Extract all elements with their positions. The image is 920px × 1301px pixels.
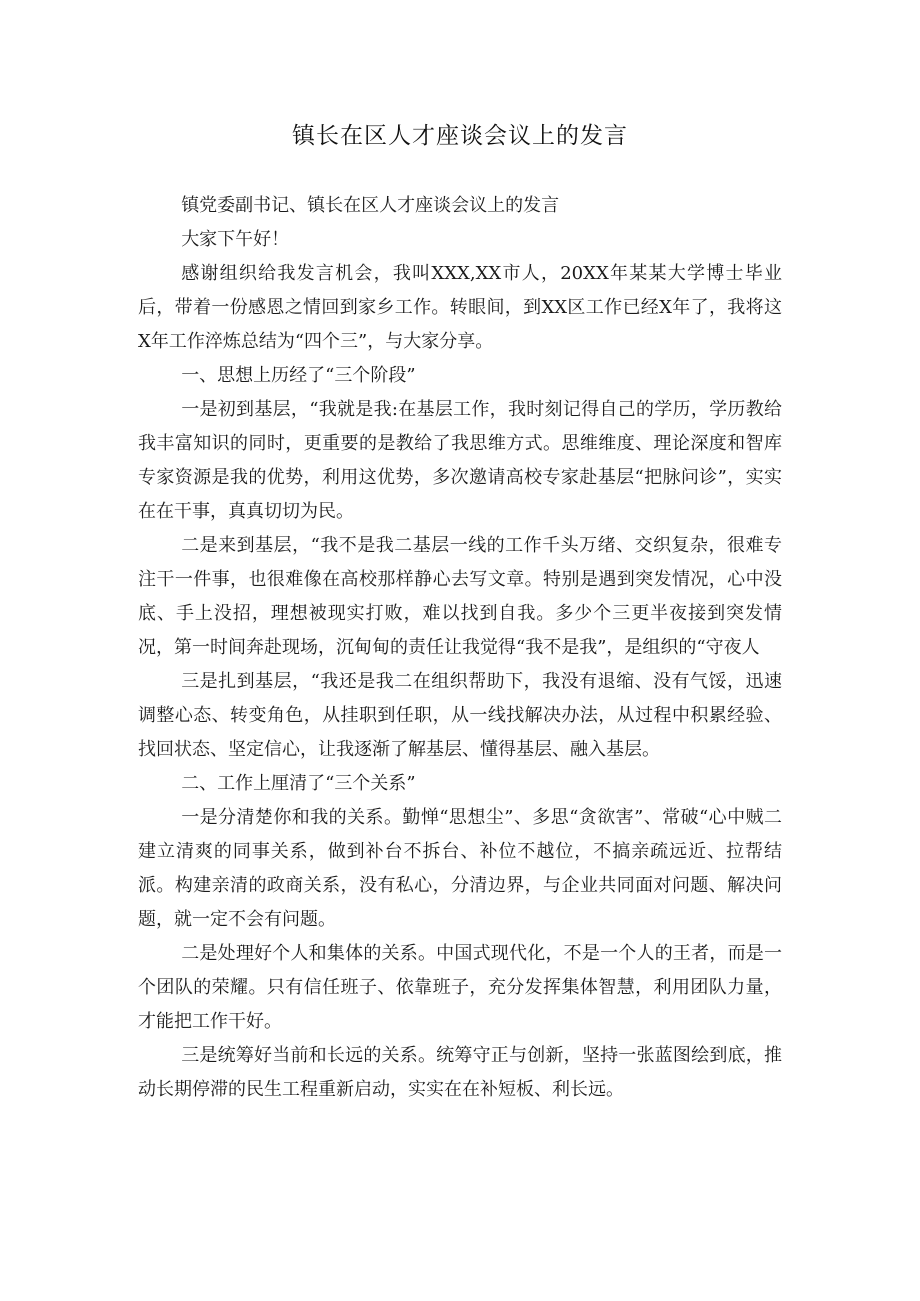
body-paragraph: 一是初到基层，“我就是我:在基层工作，我时刻记得自己的学历，学历教给我丰富知识的同时，更重要的是教给了我思维方式。思维维度、理论深度和智库专家资源是我的优势，利用这优势，多次邀请高校专家赴基层“把脉问诊”，实实在在干事，真真切切为民。 bbox=[138, 399, 782, 522]
section-heading-1: 一、思想上历经了“三个阶段” bbox=[181, 365, 416, 386]
body-paragraph: 一是分清楚你和我的关系。勤惮“思想尘”、多思“贪欲害”、常破“心中贼二建立清爽的同事关系，做到补台不拆台、补位不越位，不搞亲疏远近、拉帮结派。构建亲清的政商关系，没有私心，分清边界，与企业共同面对问题、解决问题，就一定不会有问题。 bbox=[138, 807, 782, 930]
document-title: 镇长在区人才座谈会议上的发言 bbox=[292, 123, 628, 149]
intro-paragraph: 感谢组织给我发言机会，我叫XXX,XX市人，20XX年某某大学博士毕业后，带着一份感恩之情回到家乡工作。转眼间，到XX区工作已经X年了，我将这X年工作淬炼总结为“四个三”，与大家分享。 bbox=[138, 263, 782, 352]
subtitle-paragraph: 镇党委副书记、镇长在区人才座谈会议上的发言 bbox=[181, 195, 560, 216]
body-paragraph: 二是来到基层，“我不是我二基层一线的工作千头万绪、交织复杂，很难专注干一件事，也很难像在高校那样静心去写文章。特别是遇到突发情况，心中没底、手上没招，理想被现实打败，难以找到自我。多少个三更半夜接到突发情况，第一时间奔赴现场，沉甸甸的责任让我觉得“我不是我”，是组织的“守夜人 bbox=[138, 535, 782, 658]
body-paragraph: 二是处理好个人和集体的关系。中国式现代化，不是一个人的王者，而是一个团队的荣耀。只有信任班子、依靠班子，充分发挥集体智慧，利用团队力量，才能把工作干好。 bbox=[138, 943, 782, 1032]
greeting-paragraph: 大家下午好！ bbox=[181, 229, 290, 250]
document-body bbox=[138, 189, 782, 1107]
body-paragraph: 三是扎到基层，“我还是我二在组织帮助下，我没有退缩、没有气馁，迅速调整心态、转变角色，从挂职到任职，从一线找解决办法，从过程中积累经验、找回状态、坚定信心，让我逐渐了解基层、懂得基层、融入基层。 bbox=[138, 671, 782, 760]
section-heading-2: 二、工作上厘清了“三个关系” bbox=[181, 773, 416, 794]
body-paragraph: 三是统筹好当前和长远的关系。统筹守正与创新，坚持一张蓝图绘到底，推动长期停滞的民生工程重新启动，实实在在补短板、利长远。 bbox=[138, 1045, 782, 1100]
